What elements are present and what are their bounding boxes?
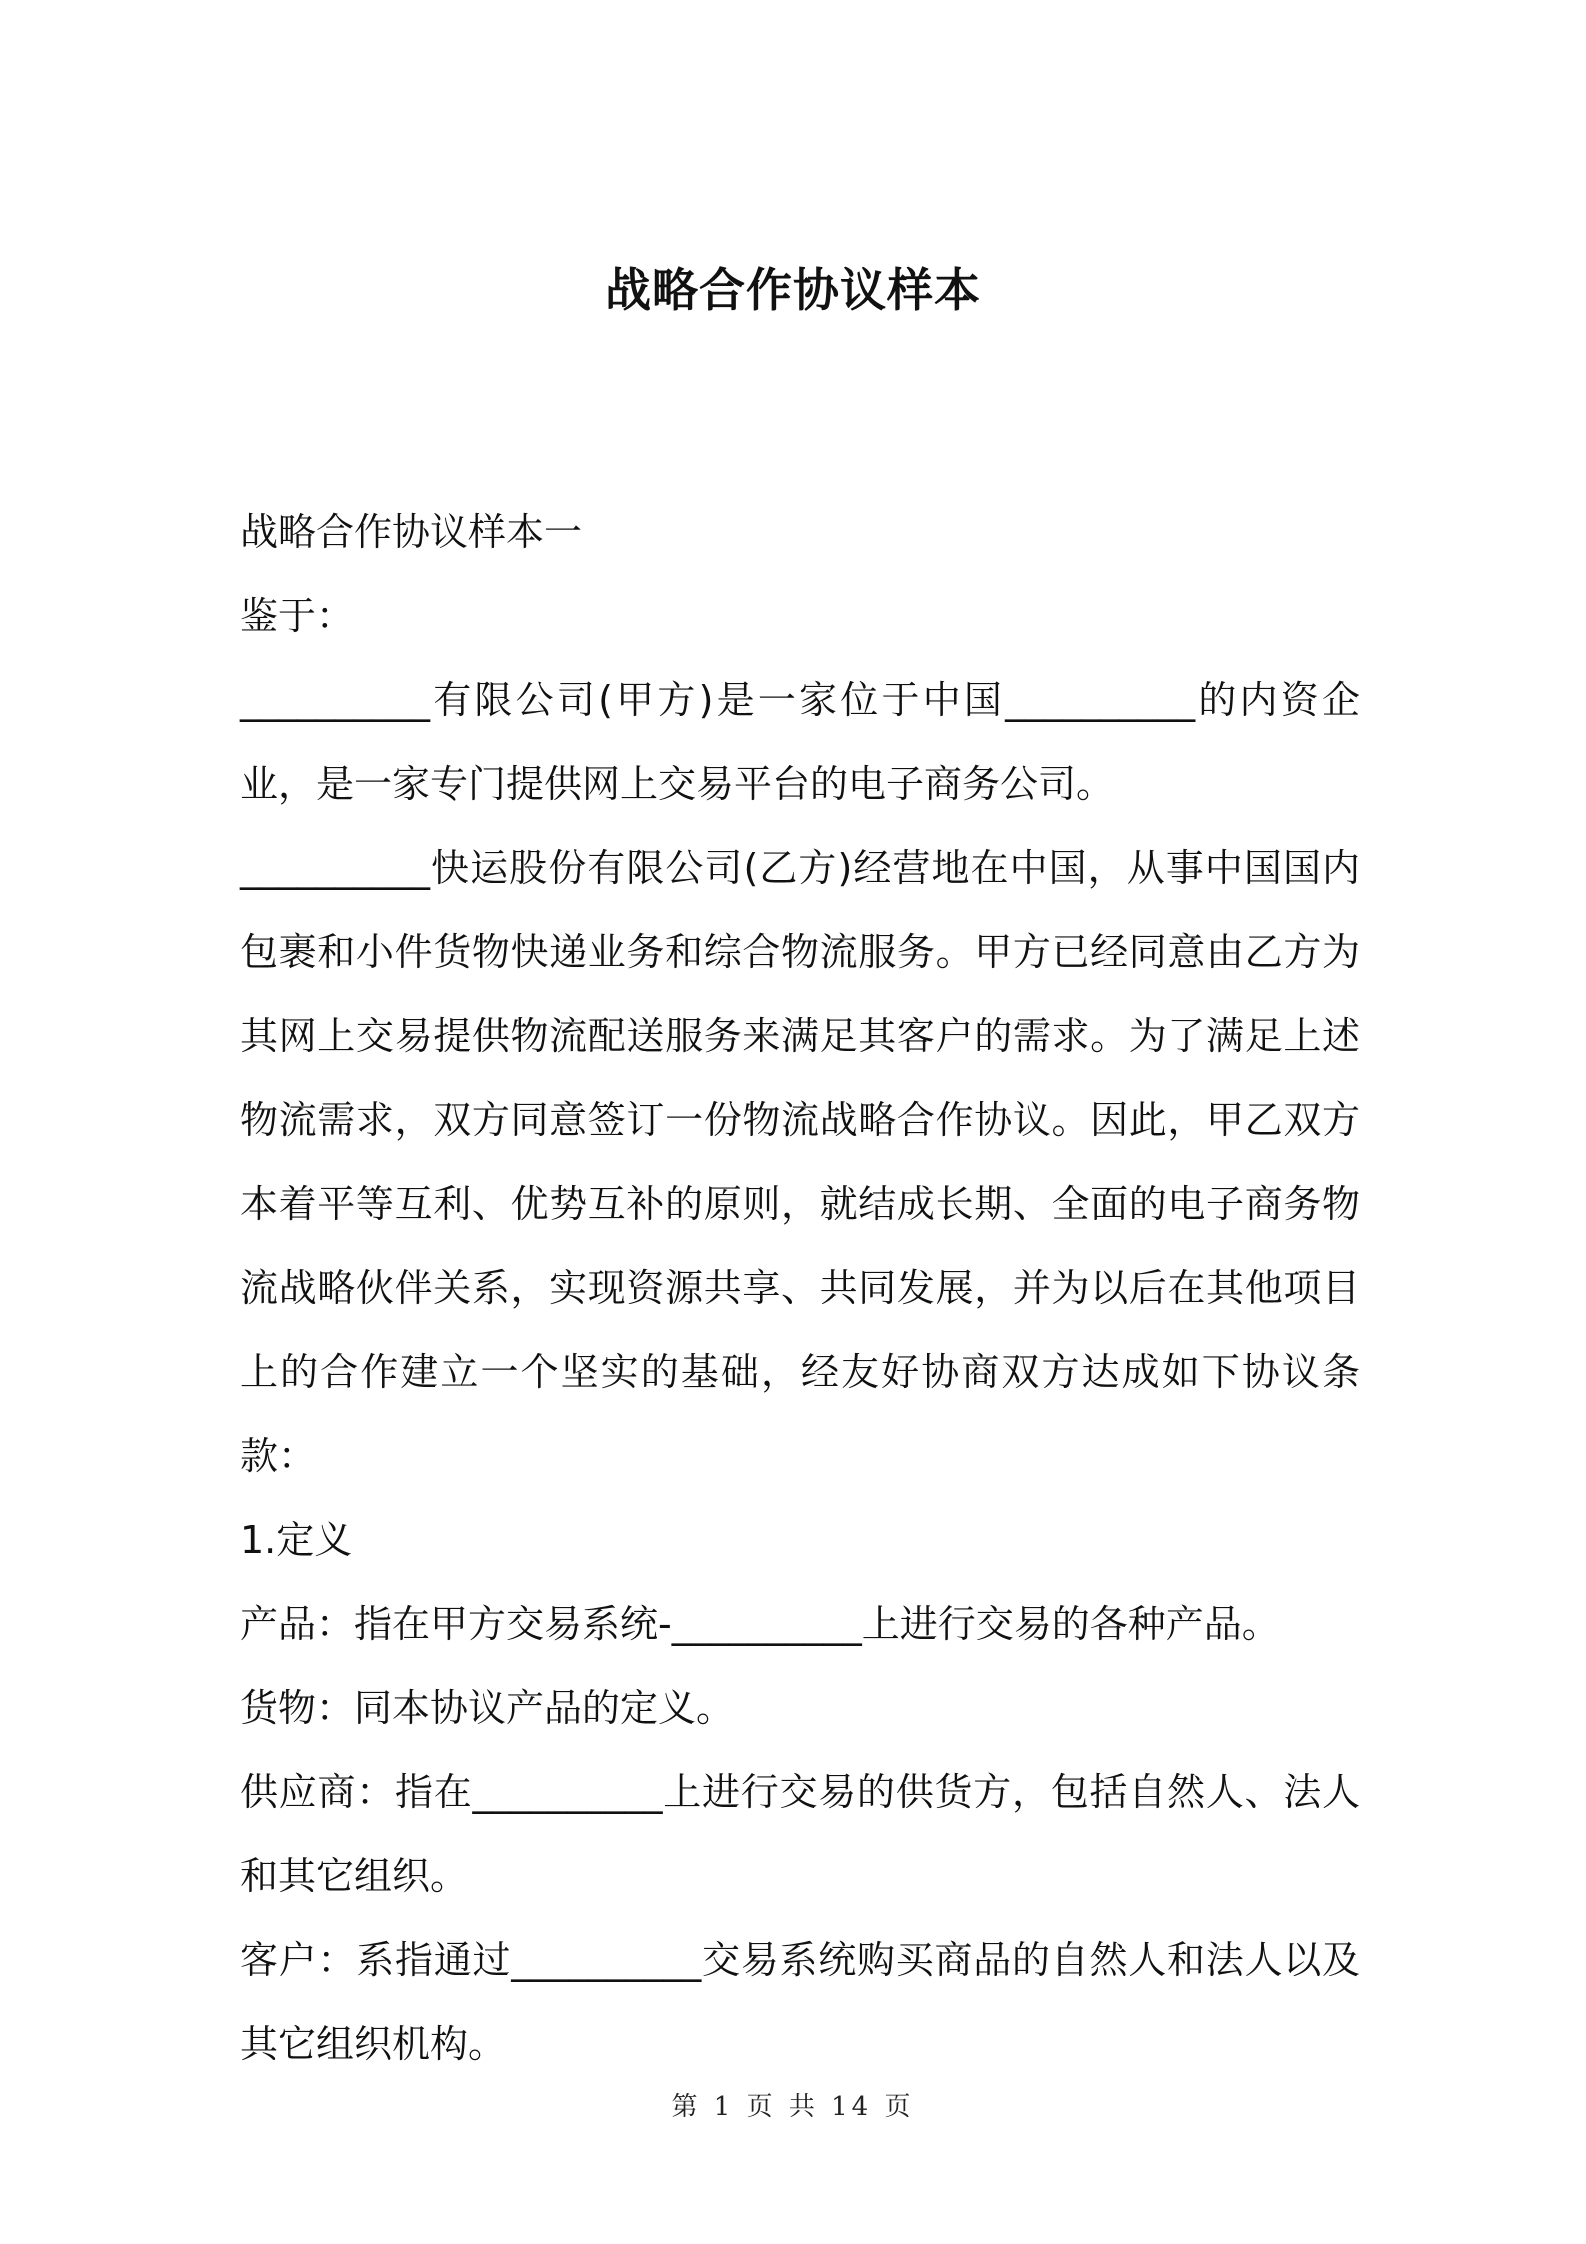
paragraph-whereas: 鉴于： — [240, 594, 355, 638]
section-heading: 战略合作协议样本一 — [240, 510, 583, 554]
paragraph-party-b: __________快运股份有限公司(乙方)经营地在中国，从事中国国内包裹和小件货物快递业务和综合物流服务。甲方已经同意由乙方为其网上交易提供物流配送服务来满足其客户的需求。为了满足上述物流需求，双方同意签订一份物流战略合作协议。因此，甲乙双方本着平等互利、优势互补的原则，就结成长期、全面的电子商务物流战略伙伴关系，实现资源共享、共同发展，并为以后在其他项目上的合作建立一个坚实的基础，经友好协商双方达成如下协议条款： — [240, 846, 1360, 1478]
paragraph-party-a: __________有限公司(甲方)是一家位于中国__________的内资企业，是一家专门提供网上交易平台的电子商务公司。 — [240, 678, 1360, 806]
document-body — [240, 490, 1360, 2086]
definition-goods: 货物：同本协议产品的定义。 — [240, 1686, 735, 1730]
definition-supplier: 供应商：指在__________上进行交易的供货方，包括自然人、法人和其它组织。 — [240, 1770, 1360, 1898]
document-title: 战略合作协议样本 — [605, 263, 981, 317]
definition-customer: 客户：系指通过__________交易系统购买商品的自然人和法人以及其它组织机构。 — [240, 1938, 1360, 2066]
page-number-footer: 第 1 页 共 14 页 — [671, 2092, 915, 2122]
clause-heading-definitions: 1.定义 — [240, 1518, 353, 1562]
definition-product: 产品：指在甲方交易系统-__________上进行交易的各种产品。 — [240, 1602, 1280, 1646]
